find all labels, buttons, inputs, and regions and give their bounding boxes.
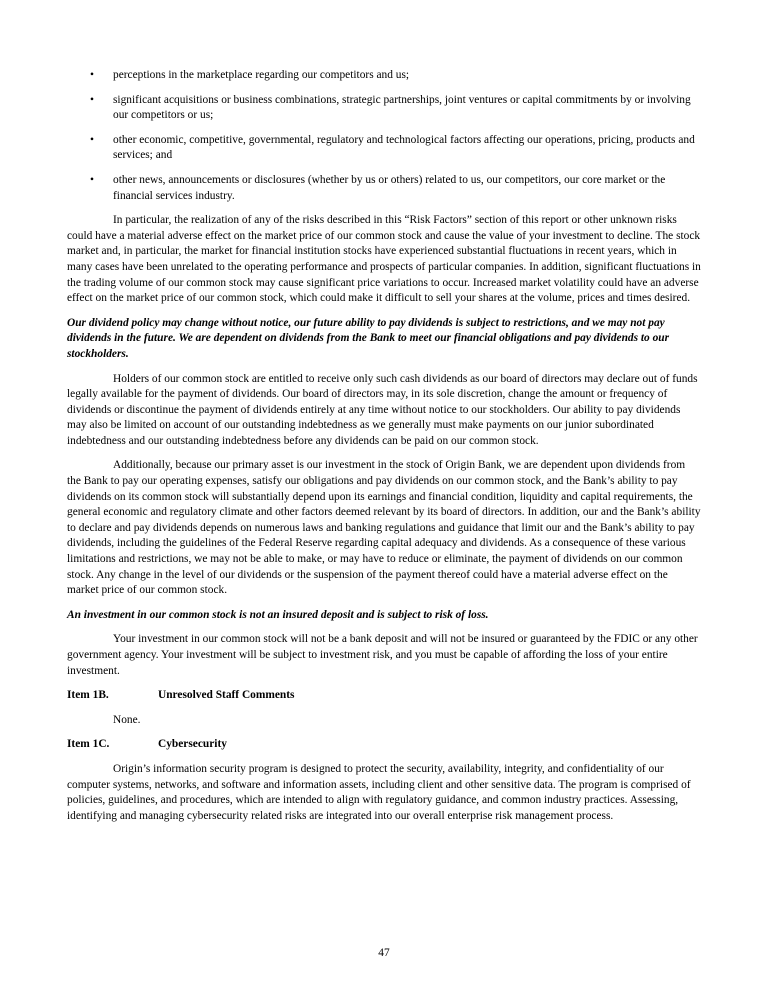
item-1b-heading [67, 688, 701, 704]
item-1b-body: None. [113, 713, 141, 726]
bullet-text: other economic, competitive, governmental, regulatory and technological factors affecting our operations, pricing, products and services; and [113, 133, 695, 162]
bullet-icon: • [90, 69, 94, 81]
bullet-text: other news, announcements or disclosures (whether by us or others) related to us, our competitors, our core market or the financial services industry. [113, 173, 666, 202]
bullet-item [67, 68, 701, 84]
item-1b-number: Item 1B. [67, 689, 109, 702]
bullet-icon: • [90, 93, 94, 106]
paragraph-additionally: Additionally, because our primary asset is our investment in the stock of Origin Bank, we are dependent upon dividends from the Bank to pay our operating expenses, satisfy our obligations and pay dividends on our common stock, and the Bank’s ability to pay dividends on its common stock will substantially depend upon its earnings and financial condition, liquidity and capital requirements, the general economic and regulatory climate and other factors deemed relevant by its board of directors. In addition, our and the Bank’s ability to declare and pay dividends depends on numerous laws and banking regulations and guidance that limit our and the Bank’s ability to pay dividends, including the guidelines of the Federal Reserve regarding capital adequacy and dividends. As a consequence of these various limitations and restrictions, we may not be able to make, or may have to reduce or eliminate, the payment of dividends on our common stock. Any change in the level of our dividends or the suspension of the payment thereof could have a material adverse effect on the market price of our common stock. [67, 459, 701, 597]
bullet-icon: • [90, 173, 94, 186]
item-1c-title: Cybersecurity [158, 738, 227, 751]
document-page [67, 68, 701, 833]
bullet-text: significant acquisitions or business combinations, strategic partnerships, joint ventures or capital commitments by or involving our competitors or us; [113, 93, 691, 122]
bullet-item [67, 93, 701, 124]
paragraph-holders: Holders of our common stock are entitled to receive only such cash dividends as our board of directors may declare out of funds legally available for the payment of dividends. Our board of directors may, in its sole discretion, change the amount or frequency of dividends or discontinue the payment of dividends entirely at any time without notice to our stockholders. Our ability to pay dividends may also be limited on account of our outstanding indebtedness as we generally must make payments on our junior subordinated indebtedness and our outstanding indebtedness before any dividends can be paid on our common stock. [67, 372, 698, 447]
bullet-icon: • [90, 133, 94, 146]
heading-insured-deposit: An investment in our common stock is not an insured deposit and is subject to risk of loss. [67, 608, 489, 621]
paragraph-investment: Your investment in our common stock will not be a bank deposit and will not be insured or guaranteed by the FDIC or any other government agency. Your investment will be subject to investment risk, and you must be capable of affording the loss of your entire investment. [67, 633, 698, 677]
item-1c-body: Origin’s information security program is designed to protect the security, availability, integrity, and confidentiality of our computer systems, networks, and software and information assets, including client and other sensitive data. The program is comprised of policies, guidelines, and procedures, which are intended to align with regulatory guidance, and common industry practices. Assessing, identifying and managing cybersecurity related risks are integrated into our overall enterprise risk management process. [67, 762, 691, 822]
item-1c-heading [67, 737, 701, 753]
bullet-item [67, 173, 701, 204]
risk-bullet-list [67, 68, 701, 204]
item-1c-number: Item 1C. [67, 738, 110, 751]
bullet-text: perceptions in the marketplace regarding our competitors and us; [113, 69, 410, 81]
page-number: 47 [378, 947, 390, 959]
bullet-item [67, 133, 701, 164]
heading-dividend-policy: Our dividend policy may change without notice, our future ability to pay dividends is subject to restrictions, and we may not pay dividends in the future. We are dependent on dividends from the Bank to meet our financial obligations and pay dividends to our stockholders. [67, 316, 670, 360]
item-1b-title: Unresolved Staff Comments [158, 689, 295, 702]
paragraph-risk-factors: In particular, the realization of any of the risks described in this “Risk Factors” section of this report or other unknown risks could have a material adverse effect on the market price of our common stock and cause the value of your investment to decline. The stock market and, in particular, the market for financial institution stocks have experienced substantial fluctuations in recent years, which in many cases have been unrelated to the operating performance and prospects of particular companies. In addition, significant fluctuations in the trading volume of our common stock may cause significant price variations to occur. Increased market volatility could have an adverse effect on the market price of our common stock, which could make it difficult to sell your shares at the volume, prices and times desired. [67, 214, 701, 305]
